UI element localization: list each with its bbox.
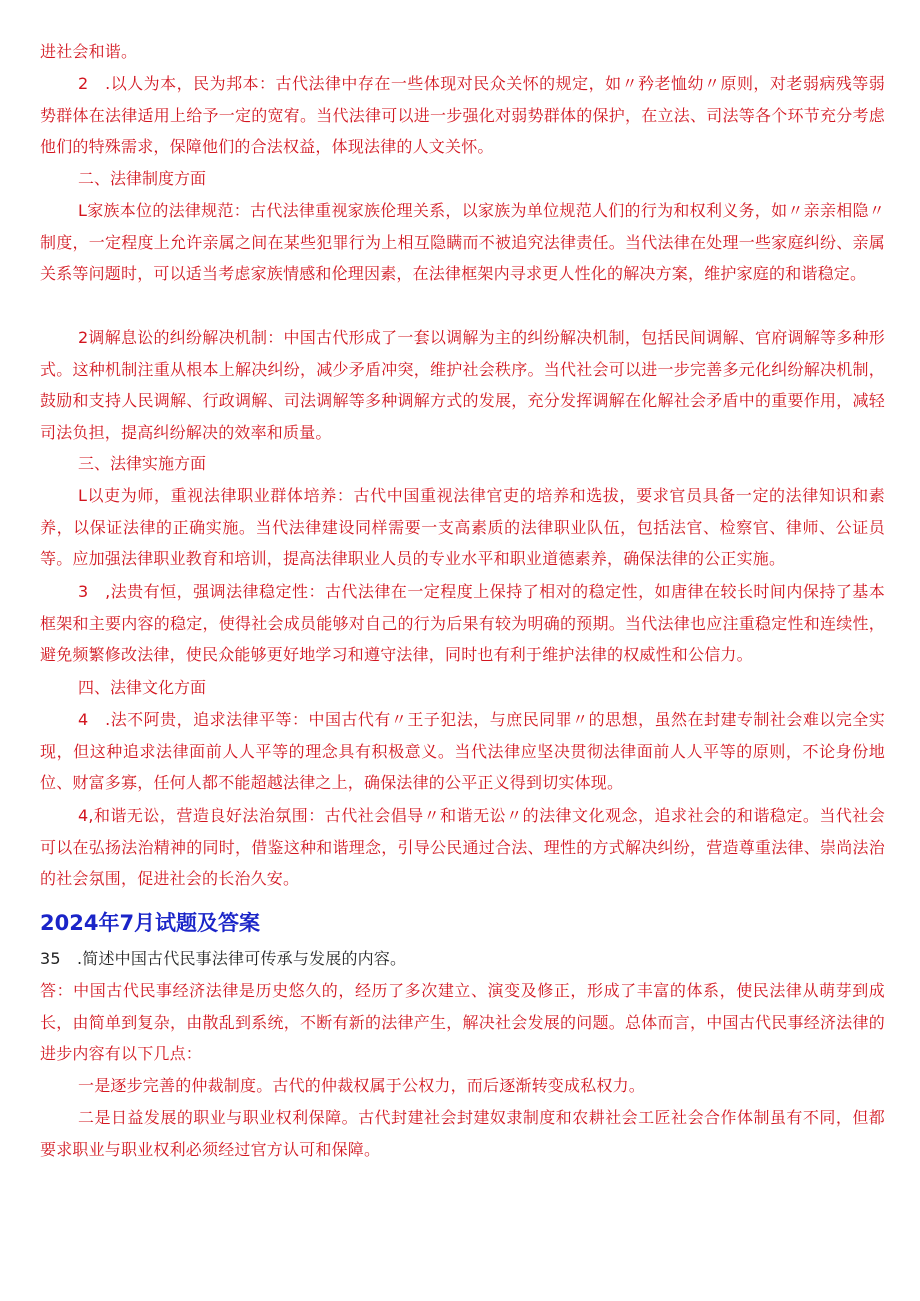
paragraph-harmony: 4,和谐无讼，营造良好法治氛围：古代社会倡导〃和谐无讼〃的法律文化观念，追求社会的和谐稳定。当代社会可以在弘扬法治精神的同时，借鉴这种和谐理念，引导公民通过合法、理性的方式解决纠纷，营造尊重法律、崇尚法治的社会氛围，促进社会的长治久安。 xyxy=(40,806,885,888)
section-heading-legal-system: 二、法律制度方面 xyxy=(78,169,207,188)
exam-section-title: 2024年7月试题及答案 xyxy=(40,911,261,935)
paragraph-law-stability: 3 ,法贵有恒，强调法律稳定性：古代法律在一定程度上保持了相对的稳定性，如唐律在较长时间内保持了基本框架和主要内容的稳定，使得社会成员能够对自己的行为后果有较为明确的预期。当代法律也应注重稳定性和连续性，避免频繁修改法律，使民众能够更好地学习和遵守法律，同时也有利于维护法律的权威性和公信力。 xyxy=(40,582,885,664)
paragraph-people-oriented: 2 .以人为本，民为邦本：古代法律中存在一些体现对民众关怀的规定，如〃矜老恤幼〃原则，对老弱病残等弱势群体在法律适用上给予一定的宽宥。当代法律可以进一步强化对弱势群体的保护，在立法、司法等各个环节充分考虑他们的特殊需求，保障他们的合法权益，体现法律的人文关怀。 xyxy=(40,74,885,156)
paragraph-mediation: 2调解息讼的纠纷解决机制：中国古代形成了一套以调解为主的纠纷解决机制，包括民间调解、官府调解等多种形式。这种机制注重从根本上解决纠纷，减少矛盾冲突，维护社会秩序。当代社会可以进一步完善多元化纠纷解决机制，鼓励和支持人民调解、行政调解、司法调解等多种调解方式的发展，充分发挥调解在化解社会矛盾中的重要作用，减轻司法负担，提高纠纷解决的效率和质量。 xyxy=(40,328,885,442)
answer-point-2: 二是日益发展的职业与职业权利保障。古代封建社会封建奴隶制度和农耕社会工匠社会合作体制虽有不同，但都要求职业与职业权利必须经过官方认可和保障。 xyxy=(40,1108,885,1159)
section-heading-implementation: 三、法律实施方面 xyxy=(78,454,207,473)
section-heading-legal-culture: 四、法律文化方面 xyxy=(78,678,207,697)
paragraph-continuation: 进社会和谐。 xyxy=(40,42,138,61)
answer-intro: 答：中国古代民事经济法律是历史悠久的，经历了多次建立、演变及修正，形成了丰富的体系，使民法律从萌芽到成长，由简单到复杂，由散乱到系统，不断有新的法律产生，解决社会发展的问题。总体而言，中国古代民事经济法律的进步内容有以下几点： xyxy=(40,981,885,1063)
paragraph-family-norms: L家族本位的法律规范：古代法律重视家族伦理关系，以家族为单位规范人们的行为和权利义务，如〃亲亲相隐〃制度，一定程度上允许亲属之间在某些犯罪行为上相互隐瞒而不被追究法律责任。当代法律在处理一些家庭纠纷、亲属关系等问题时，可以适当考虑家族情感和伦理因素，在法律框架内寻求更人性化的解决方案，维护家庭的和谐稳定。 xyxy=(40,201,885,283)
answer-point-1: 一是逐步完善的仲裁制度。古代的仲裁权属于公权力，而后逐渐转变成私权力。 xyxy=(78,1076,646,1095)
question-35: 35 .简述中国古代民事法律可传承与发展的内容。 xyxy=(40,949,407,968)
paragraph-legal-equality: 4 .法不阿贵，追求法律平等：中国古代有〃王子犯法，与庶民同罪〃的思想，虽然在封建专制社会难以完全实现，但这种追求法律面前人人平等的理念具有积极意义。当代法律应坚决贯彻法律面前人人平等的原则，不论身份地位、财富多寡，任何人都不能超越法律之上，确保法律的公平正义得到切实体现。 xyxy=(40,710,885,792)
paragraph-legal-profession: L以吏为师，重视法律职业群体培养：古代中国重视法律官吏的培养和选拔，要求官员具备一定的法律知识和素养，以保证法律的正确实施。当代法律建设同样需要一支高素质的法律职业队伍，包括法官、检察官、律师、公证员等。应加强法律职业教育和培训，提高法律职业人员的专业水平和职业道德素养，确保法律的公正实施。 xyxy=(40,486,885,568)
